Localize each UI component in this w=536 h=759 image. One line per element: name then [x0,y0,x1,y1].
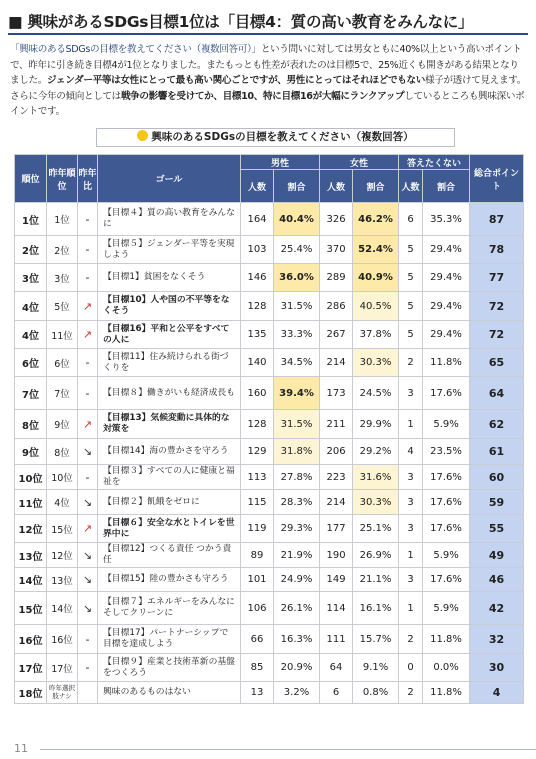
male-count-cell: 103 [241,236,274,264]
none-count-cell: 3 [399,490,423,515]
total-points-cell: 87 [470,203,524,236]
male-ratio-cell: 27.8% [274,465,320,490]
rank-cell: 11位 [15,490,47,515]
goal-cell: 【目標10】人や国の不平等をなくそう [98,292,241,321]
table-row [15,568,524,592]
male-ratio-cell: 33.3% [274,321,320,349]
male-ratio-cell: 36.0% [274,264,320,292]
change-cell: - [78,377,98,410]
male-ratio-cell: 28.3% [274,490,320,515]
none-count-cell: 1 [399,592,423,625]
table-row [15,625,524,654]
female-ratio-cell: 30.3% [353,349,399,377]
male-count-cell: 164 [241,203,274,236]
female-ratio-cell: 26.9% [353,543,399,568]
change-cell: ↘ [78,543,98,568]
previous-rank-cell: 15位 [47,515,78,543]
previous-rank-cell: 13位 [47,568,78,592]
none-ratio-cell: 29.4% [423,292,470,321]
female-ratio-cell: 9.1% [353,654,399,682]
male-count-cell: 129 [241,439,274,465]
female-count-cell: 370 [320,236,353,264]
male-count-cell: 113 [241,465,274,490]
female-ratio-cell: 29.9% [353,410,399,439]
previous-rank-cell: 16位 [47,625,78,654]
goal-cell: 【目標８】働きがいも経済成長も [98,377,241,410]
none-ratio-cell: 29.4% [423,264,470,292]
male-count-cell: 140 [241,349,274,377]
female-count-cell: 286 [320,292,353,321]
intro-emphasis-2: 戦争の影響を受けてか、目標10、特に目標16が大幅にランクアップ [120,90,405,102]
table-row [15,543,524,568]
none-count-cell: 4 [399,439,423,465]
header-rank: 順位 [15,155,47,203]
table-row [15,321,524,349]
female-count-cell: 177 [320,515,353,543]
female-count-cell: 206 [320,439,353,465]
goal-cell: 【目標17】パートナーシップで目標を達成しよう [98,625,241,654]
rank-cell: 12位 [15,515,47,543]
previous-rank-cell: 14位 [47,592,78,625]
intro-question: 「興味のあるSDGsの目標を教えてください（複数回答可）」 [10,44,261,55]
male-count-cell: 89 [241,543,274,568]
table-row [15,592,524,625]
male-ratio-cell: 31.5% [274,292,320,321]
table-row [15,410,524,439]
male-count-cell: 128 [241,410,274,439]
rank-cell: 3位 [15,264,47,292]
table-row [15,515,524,543]
female-count-cell: 326 [320,203,353,236]
total-points-cell: 61 [470,439,524,465]
rank-cell: 4位 [15,321,47,349]
intro-emphasis-1: ジェンダー平等は女性にとって最も高い関心ごとですが、男性にとってはそれほどでもない [46,75,426,87]
total-points-cell: 46 [470,568,524,592]
female-ratio-cell: 16.1% [353,592,399,625]
previous-rank-cell: 3位 [47,264,78,292]
previous-rank-cell: 7位 [47,377,78,410]
table-row [15,682,524,704]
header-female-ratio: 割合 [353,170,399,203]
previous-rank-cell: 9位 [47,410,78,439]
none-ratio-cell: 23.5% [423,439,470,465]
female-ratio-cell: 15.7% [353,625,399,654]
none-count-cell: 2 [399,349,423,377]
female-count-cell: 149 [320,568,353,592]
none-ratio-cell: 0.0% [423,654,470,682]
male-ratio-cell: 39.4% [274,377,320,410]
none-count-cell: 2 [399,682,423,704]
change-cell: ↗ [78,321,98,349]
goal-cell: 【目標７】エネルギーをみんなに そしてクリーンに [98,592,241,625]
change-cell: - [78,264,98,292]
table-row [15,654,524,682]
male-count-cell: 119 [241,515,274,543]
none-ratio-cell: 17.6% [423,465,470,490]
rank-cell: 10位 [15,465,47,490]
header-female-count: 人数 [320,170,353,203]
none-ratio-cell: 29.4% [423,321,470,349]
goal-cell: 【目標６】安全な水とトイレを世界中に [98,515,241,543]
none-count-cell: 6 [399,203,423,236]
female-count-cell: 111 [320,625,353,654]
total-points-cell: 60 [470,465,524,490]
goal-cell: 【目標13】気候変動に具体的な対策を [98,410,241,439]
total-points-cell: 32 [470,625,524,654]
table-row [15,439,524,465]
change-cell: ↘ [78,439,98,465]
none-ratio-cell: 17.6% [423,490,470,515]
male-ratio-cell: 26.1% [274,592,320,625]
total-points-cell: 49 [470,543,524,568]
none-count-cell: 0 [399,654,423,682]
header-total-points: 総合ポイント [470,155,524,203]
goal-cell: 興味のあるものはない [98,682,241,704]
none-ratio-cell: 29.4% [423,236,470,264]
total-points-cell: 62 [470,410,524,439]
total-points-cell: 30 [470,654,524,682]
previous-rank-cell: 1位 [47,203,78,236]
rank-cell: 7位 [15,377,47,410]
female-ratio-cell: 46.2% [353,203,399,236]
previous-rank-cell: 8位 [47,439,78,465]
total-points-cell: 59 [470,490,524,515]
male-count-cell: 146 [241,264,274,292]
female-ratio-cell: 24.5% [353,377,399,410]
intro-paragraph [10,42,526,120]
male-count-cell: 128 [241,292,274,321]
rank-cell: 2位 [15,236,47,264]
female-count-cell: 223 [320,465,353,490]
goal-cell: 【目標４】質の高い教育をみんなに [98,203,241,236]
lightbulb-icon [137,130,148,141]
female-count-cell: 64 [320,654,353,682]
none-ratio-cell: 17.6% [423,515,470,543]
female-count-cell: 6 [320,682,353,704]
total-points-cell: 65 [470,349,524,377]
none-count-cell: 3 [399,465,423,490]
male-count-cell: 66 [241,625,274,654]
male-ratio-cell: 25.4% [274,236,320,264]
page-title: ■ 興味があるSDGs目標1位は「目標4：質の高い教育をみんなに」 [8,13,474,31]
none-count-cell: 2 [399,625,423,654]
male-count-cell: 101 [241,568,274,592]
rank-cell: 13位 [15,543,47,568]
goal-cell: 【目標２】飢餓をゼロに [98,490,241,515]
male-ratio-cell: 3.2% [274,682,320,704]
header-none-count: 人数 [399,170,423,203]
intro-text-3: しているところも興味深いポイントです。 [10,90,525,118]
none-ratio-cell: 5.9% [423,543,470,568]
female-ratio-cell: 30.3% [353,490,399,515]
goal-cell: 【目標16】平和と公平をすべての人に [98,321,241,349]
previous-rank-cell: 4位 [47,490,78,515]
female-ratio-cell: 25.1% [353,515,399,543]
none-count-cell: 5 [399,321,423,349]
male-ratio-cell: 16.3% [274,625,320,654]
total-points-cell: 72 [470,321,524,349]
previous-rank-cell: 昨年選択肢ナシ [47,682,78,704]
male-ratio-cell: 31.8% [274,439,320,465]
none-count-cell: 5 [399,292,423,321]
page-number: 11 [14,742,28,755]
total-points-cell: 77 [470,264,524,292]
rank-cell: 9位 [15,439,47,465]
intro-text-1: という問いに対しては男女ともに40%以上という高いポイントで、昨年に引き続き目標4が1位となりました。またもっとも性差が表れたのは目標5で、25%近くも開きがある結果となりました。 [10,44,522,87]
none-ratio-cell: 11.8% [423,625,470,654]
female-ratio-cell: 31.6% [353,465,399,490]
rank-cell: 4位 [15,292,47,321]
female-count-cell: 214 [320,349,353,377]
previous-rank-cell: 6位 [47,349,78,377]
female-count-cell: 190 [320,543,353,568]
none-ratio-cell: 11.8% [423,349,470,377]
none-count-cell: 5 [399,236,423,264]
goal-cell: 【目標９】産業と技術革新の基盤をつくろう [98,654,241,682]
female-count-cell: 211 [320,410,353,439]
goal-cell: 【目標５】ジェンダー平等を実現しよう [98,236,241,264]
none-ratio-cell: 5.9% [423,592,470,625]
rank-cell: 14位 [15,568,47,592]
male-ratio-cell: 21.9% [274,543,320,568]
change-cell: - [78,203,98,236]
female-ratio-cell: 21.1% [353,568,399,592]
none-ratio-cell: 17.6% [423,377,470,410]
none-count-cell: 1 [399,543,423,568]
male-count-cell: 106 [241,592,274,625]
header-change: 昨年比 [78,155,98,203]
banner-text: 興味のあるSDGsの目標を教えてください（複数回答） [151,131,414,143]
male-ratio-cell: 24.9% [274,568,320,592]
male-count-cell: 85 [241,654,274,682]
rank-cell: 16位 [15,625,47,654]
male-ratio-cell: 31.5% [274,410,320,439]
change-cell: ↗ [78,292,98,321]
rank-cell: 18位 [15,682,47,704]
rank-cell: 1位 [15,203,47,236]
header-male-ratio: 割合 [274,170,320,203]
female-ratio-cell: 37.8% [353,321,399,349]
rank-cell: 6位 [15,349,47,377]
male-ratio-cell: 29.3% [274,515,320,543]
goal-cell: 【目標14】海の豊かさを守ろう [98,439,241,465]
table-row [15,264,524,292]
none-ratio-cell: 35.3% [423,203,470,236]
female-count-cell: 289 [320,264,353,292]
rank-cell: 8位 [15,410,47,439]
total-points-cell: 72 [470,292,524,321]
goal-cell: 【目標1】貧困をなくそう [98,264,241,292]
total-points-cell: 64 [470,377,524,410]
change-cell: - [78,349,98,377]
goal-cell: 【目標11】住み続けられる街づくりを [98,349,241,377]
table-row [15,349,524,377]
change-cell: - [78,465,98,490]
change-cell: ↗ [78,410,98,439]
rank-cell: 17位 [15,654,47,682]
none-count-cell: 3 [399,568,423,592]
previous-rank-cell: 17位 [47,654,78,682]
none-ratio-cell: 11.8% [423,682,470,704]
change-cell: ↘ [78,568,98,592]
previous-rank-cell: 12位 [47,543,78,568]
female-ratio-cell: 29.2% [353,439,399,465]
table-row [15,490,524,515]
header-previous-rank: 昨年順位 [47,155,78,203]
none-count-cell: 3 [399,377,423,410]
total-points-cell: 55 [470,515,524,543]
male-count-cell: 13 [241,682,274,704]
change-cell: - [78,654,98,682]
none-ratio-cell: 17.6% [423,568,470,592]
female-ratio-cell: 40.9% [353,264,399,292]
header-none-ratio: 割合 [423,170,470,203]
previous-rank-cell: 10位 [47,465,78,490]
rank-cell: 15位 [15,592,47,625]
change-cell [78,682,98,704]
survey-question-banner [96,128,455,147]
male-ratio-cell: 40.4% [274,203,320,236]
change-cell: ↗ [78,515,98,543]
female-ratio-cell: 40.5% [353,292,399,321]
female-count-cell: 114 [320,592,353,625]
change-cell: ↘ [78,592,98,625]
none-ratio-cell: 5.9% [423,410,470,439]
male-count-cell: 160 [241,377,274,410]
sdgs-ranking-table [14,154,524,704]
table-row [15,203,524,236]
table-row [15,236,524,264]
total-points-cell: 42 [470,592,524,625]
header-prefer-not: 答えたくない [399,155,470,170]
goal-cell: 【目標３】すべての人に健康と福祉を [98,465,241,490]
header-male: 男性 [241,155,320,170]
intro-text-2: 様子が透けて見えます。さらに今年の傾向としては [10,75,526,102]
table-row [15,377,524,410]
female-count-cell: 267 [320,321,353,349]
change-cell: - [78,625,98,654]
female-count-cell: 173 [320,377,353,410]
female-ratio-cell: 52.4% [353,236,399,264]
previous-rank-cell: 11位 [47,321,78,349]
header-male-count: 人数 [241,170,274,203]
title-rule [8,33,528,35]
previous-rank-cell: 5位 [47,292,78,321]
female-ratio-cell: 0.8% [353,682,399,704]
table-row [15,292,524,321]
male-count-cell: 115 [241,490,274,515]
goal-cell: 【目標15】陸の豊かさも守ろう [98,568,241,592]
footer-rule [40,749,536,750]
none-count-cell: 5 [399,264,423,292]
none-count-cell: 3 [399,515,423,543]
total-points-cell: 78 [470,236,524,264]
table-row [15,465,524,490]
previous-rank-cell: 2位 [47,236,78,264]
header-female: 女性 [320,155,399,170]
header-goal: ゴール [98,155,241,203]
total-points-cell: 4 [470,682,524,704]
change-cell: ↘ [78,490,98,515]
change-cell: - [78,236,98,264]
female-count-cell: 214 [320,490,353,515]
male-ratio-cell: 20.9% [274,654,320,682]
male-ratio-cell: 34.5% [274,349,320,377]
male-count-cell: 135 [241,321,274,349]
none-count-cell: 1 [399,410,423,439]
goal-cell: 【目標12】つくる責任 つかう責任 [98,543,241,568]
